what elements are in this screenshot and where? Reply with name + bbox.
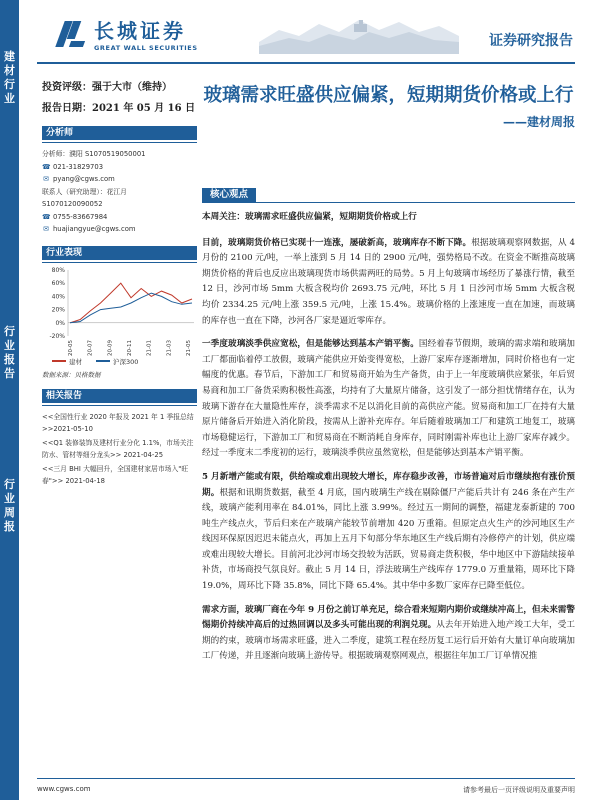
x-tick-label: 21-05 [186, 339, 192, 356]
legend-item-industry: 建材 [52, 357, 82, 366]
email-icon: ✉ [43, 225, 49, 233]
report-type: 证券研究报告 [489, 33, 573, 49]
y-tick-label: 0% [55, 319, 65, 327]
industry-performance [42, 246, 197, 379]
x-tick-label: 21-03 [166, 339, 173, 356]
main-header [202, 82, 575, 130]
related-report-item[interactable]: <<三月 BHI 大幅回升，全国建材家居市场入"旺春">> 2021-04-18 [42, 464, 189, 485]
paragraph-2: 一季度玻璃淡季供应宽松，但是能够达到基本产销平衡。国经着春节假期，玻璃的需求端和玻璃加工厂都面临着停工放假，玻璃产能供应开始变得宽松，上游厂家库存逐渐增加，同时价格也有一定幅度的优惠。春节后，下游加工厂和贸易商开始为生产备货，由于上一年度玻璃供应紧张，年后贸易商和加工厂备货采购积极性高涨，均持有了大量原片储备，这引发了一部分担忧情绪存在，认为玻璃下游存在大量隐性库存，淡季需求不足以消化目前的高供应产能。贸易商和加工厂在持有大量原片储备后开始进入消化阶段，按需从上游补充库存。年后随着玻璃加工厂和建筑工地复工，玻璃市场稳健运行，下游加工厂和贸易商在不断消耗自身库存，同时刚需补库也让上游厂家库存减少。经过一季度末二季度初的运行，玻璃淡季供应虽然宽松，但是能够达到基本产销平衡。 [202, 339, 575, 459]
performance-chart [42, 266, 197, 356]
footer-url[interactable]: www.cgws.com [37, 785, 91, 793]
left-band [0, 0, 19, 800]
analyst-section-title: 分析师 [42, 126, 197, 140]
header [19, 0, 600, 60]
related-report-item[interactable]: <<全国性行业 2020 年报及 2021 年 1 季报总结>>2021-05-10 [42, 412, 194, 433]
report-title: 玻璃需求旺盛供应偏紧，短期期货价格或上行 [203, 85, 574, 106]
email-icon: ✉ [43, 175, 49, 183]
x-tick-label: 20-05 [68, 339, 74, 356]
x-tick-label: 21-01 [146, 339, 153, 356]
footer [37, 778, 575, 798]
x-tick-label: 20-11 [127, 339, 133, 356]
band-label-weekly: 行 业 周 报 [4, 478, 15, 533]
related-report-item[interactable]: <<Q1 装修装饰及建材行业分化 1.1%，市场关注防水、管材等细分龙头>> 2021-04-25 [42, 438, 194, 459]
band-label-report: 行 业 报 告 [4, 325, 15, 380]
core-view-title: 核心观点 [202, 188, 256, 202]
week-focus: 本周关注：玻璃需求旺盛供应偏紧，短期期货价格或上行 [202, 212, 417, 222]
logo-cn: 长城证券 [94, 19, 186, 43]
paragraph-4: 需求方面，玻璃厂商在今年 9 月份之前订单充足，综合看来短期内期价或继续冲高上，但未来需警惕期价持续冲高后的过热回调以及多头可能出现的利润兑现。从去年开始进入地产竣工大年，受工期的约束，玻璃市场需求旺盛，进入二季度，建筑工程在经历复工运行后开始有大量订单向玻璃加工厂传递，并且逐渐向玻璃上游传导。根据玻璃观察网观点，根据往年加工厂订单情况推 [202, 604, 575, 662]
chart-legend [42, 357, 197, 366]
related-section-title: 相关报告 [42, 389, 197, 403]
paragraph-1: 目前，玻璃期货价格已实现十一连涨，屡破新高，玻璃库存不断下降。根据玻璃观察网数据，从 4 月份的 2100 元/吨，一举上涨到 5 月 14 日的 2900 元/吨，强势格局不改。在资金不断推高玻璃期货价格的背后也反应出玻璃现货市场供需两旺的局势。5 月上旬玻璃市场经历了暴涨行情，截至 12 日，沙河市场 5mm 大板含税均价 2693.75 元/吨，环比 5 月 1 日沙河市场 5mm 大板含税均价 2334.25 元/吨上涨 359.5 元/吨，上涨 15.4%。玻璃价格的上涨速度一直在加速，而玻璃的库存也一直在下降，沙河各厂家是逼近零库存。 [202, 237, 575, 326]
paragraph-3: 5 月新增产能或有限，供给端或难出现较大增长，库存稳步改善，市场普遍对后市继续抱有涨价预期。根据和讯期货数据，截至 4 月底，国内玻璃生产线在剔除僵尸产能后共计有 246 条在产生产线，玻璃产能利用率在 84.01%，同比上涨 3.99%。经过五一期间的调整，福建龙泰新建的 700 吨生产线点火，节后归来在产玻璃产能较节前增加 420 万重箱。但原定点火生产的沙河地区生产线因环保原因迟迟未能点火，再加上五月下旬部分华东地区生产线后期有冷修停产的计划，供应端或难出现较大增长。目前河北沙河市场交投较为活跃，贸易商走货积极，华中地区中下游陆续接单补货，市场商投气氛良好。截止 5 月 14 日，浮法玻璃生产线库存 1779.0 万重量箱，周环比下降 19.0%，周环比下降 35.8%，同比下降 65.4%。其中华中多数厂家库存已降至低位。 [202, 471, 575, 592]
y-tick-label: -20% [49, 332, 65, 340]
analyst-name: 分析师：濮阳 S1070519050001 [42, 150, 146, 158]
report-date: 报告日期：2021 年 05 月 16 日 [42, 103, 196, 114]
band-label-industry: 建 材 行 业 [4, 50, 15, 105]
logo-en: GREAT WALL SECURITIES [94, 44, 198, 52]
header-divider [37, 62, 575, 64]
investment-rating: 投资评级：强于大市（维持） [42, 82, 172, 93]
core-view-header [202, 188, 575, 202]
logo [54, 15, 198, 52]
logo-mark-icon [54, 19, 88, 49]
phone-icon: ☎ [42, 162, 51, 171]
analyst-email[interactable]: pyang@cgws.com [53, 175, 115, 183]
contact-id: S1070120090052 [42, 200, 103, 208]
left-column [42, 78, 197, 489]
x-tick-label: 20-09 [107, 339, 114, 356]
y-tick-label: 60% [51, 279, 65, 287]
footer-disclaimer: 请参考最后一页评级说明及重要声明 [463, 786, 575, 794]
contact-phone: 0755-83667984 [53, 212, 108, 221]
y-tick-label: 40% [51, 292, 65, 300]
related-reports [42, 389, 197, 487]
y-tick-label: 80% [51, 266, 65, 274]
report-subtitle: ——建材周报 [502, 115, 575, 129]
chart-section-title: 行业表现 [42, 246, 197, 260]
analyst-phone: 021-31829703 [53, 162, 104, 171]
y-tick-label: 20% [51, 306, 65, 314]
legend-item-index: 沪深300 [96, 357, 138, 366]
report-body [202, 210, 575, 673]
phone-icon: ☎ [42, 212, 51, 221]
analyst-info [42, 148, 197, 236]
x-tick-label: 20-07 [87, 339, 94, 356]
great-wall-skyline-icon [259, 2, 459, 54]
contact-email[interactable]: huajiangyue@cgws.com [53, 225, 136, 233]
chart-source: 数据来源：贝格数据 [42, 370, 101, 379]
contact-name: 联系人（研究助理）：花江月 [42, 187, 127, 196]
